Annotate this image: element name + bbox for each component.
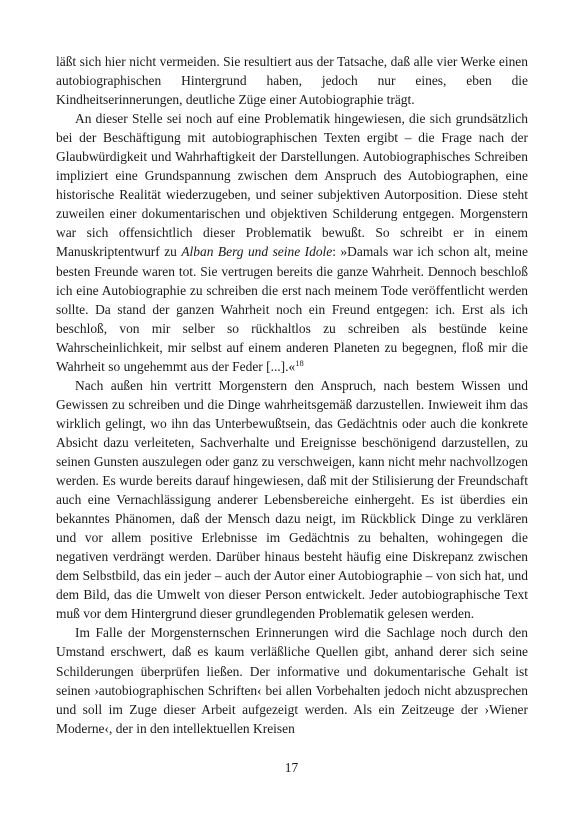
page-number: 17 [284, 760, 299, 775]
paragraph-4: Im Falle der Morgensternschen Erinnerungen wird die Sachlage noch durch den Umstand erschwert, daß es kaum verläßliche Quellen gibt, anhand derer sich seine Schilderungen überprüfen ließen. Der informative und dokumentarische Gehalt ist seinen ›autobiographischen Schriften‹ bei allen Vorbehalten jedoch nicht abzusprechen und soll im Zuge dieser Arbeit aufgezeigt werden. Als ein Zeitzeuge der ›Wiener Moderne‹, der in den intellektuellen Kreisen [56, 625, 528, 736]
paragraph-2-text-after-title: : »Damals war ich schon alt, meine besten Freunde waren tot. Sie vertrugen bereits die ganze Wahrheit. Dennoch beschloß ich eine Autobiographie zu schreiben die erst nach meinem Tode veröffentlicht werden sollte. Da stand der ganzen Wahrheit noch ein Freund entgegen: ich. Erst als ich beschloß, von mir selber so rückhaltlos zu schreiben als bestünde keine Wahrscheinlichkeit, mir selbst auf einem anderen Planeten zu begegnen, floß mir die Wahrheit so ungehemmt aus der Feder [...].« [56, 244, 528, 374]
paragraph-2 [56, 109, 528, 376]
paragraph-3: Nach außen hin vertritt Morgenstern den Anspruch, nach bestem Wissen und Gewissen zu schreiben und die Dinge wahrheitsgemäß darzustellen. Inwieweit ihm das wirklich gelingt, wo ihn das Unterbewußtsein, das Gedächtnis oder auch die konkrete Absicht dazu verleiteten, Sachverhalte und Ereignisse beschönigend darzustellen, zu seinen Gunsten auszulegen oder ganz zu verschweigen, kann nicht mehr nachvollzogen werden. Es wurde bereits darauf hingewiesen, daß mit der Stilisierung der Freundschaft auch eine Vernachlässigung anderer Lebensbereiche einhergeht. Es ist überdies ein bekanntes Phänomen, daß der Mensch dazu neigt, im Rückblick Dinge zu verklären und vor allem positive Erlebnisse im Gedächtnis zu behalten, wohingegen die negativen verdrängt werden. Darüber hinaus besteht häufig eine Diskrepanz zwischen dem Selbstbild, das ein jeder – auch der Autor einer Autobiographie – von sich hat, und dem Bild, das die Umwelt von dieser Person entwickelt. Jeder autobiographische Text muß vor dem Hintergrund dieser grundlegenden Problematik gelesen werden. [56, 377, 528, 622]
page-body [56, 52, 528, 738]
work-title: Alban Berg und seine Idole [181, 244, 333, 260]
footnote-marker: 18 [295, 357, 304, 368]
paragraph-1: läßt sich hier nicht vermeiden. Sie resultiert aus der Tatsache, daß alle vier Werke einen autobiographischen Hintergrund haben, jedoch nur eines, eben die Kindheitserinnerungen, deutliche Züge einer Autobiographie trägt. [56, 54, 528, 108]
paragraph-2-text-before-title: An dieser Stelle sei noch auf eine Problematik hingewiesen, die sich grundsätzlich bei der Beschäftigung mit autobiographischen Texten ergibt – die Frage nach der Glaubwürdigkeit und Wahrhaftigkeit der Darstellungen. Autobiographisches Schreiben impliziert eine Grundspannung zwischen dem Anspruch des Autobiographen, eine historische Realität wiederzugeben, und seiner subjektiven Autorposition. Diese steht zuweilen einer dokumentarischen und objektiven Schilderung entgegen. Morgenstern war sich offensichtlich dieser Problematik bewußt. So schreibt er in einem Manuskriptentwurf zu [56, 111, 528, 260]
